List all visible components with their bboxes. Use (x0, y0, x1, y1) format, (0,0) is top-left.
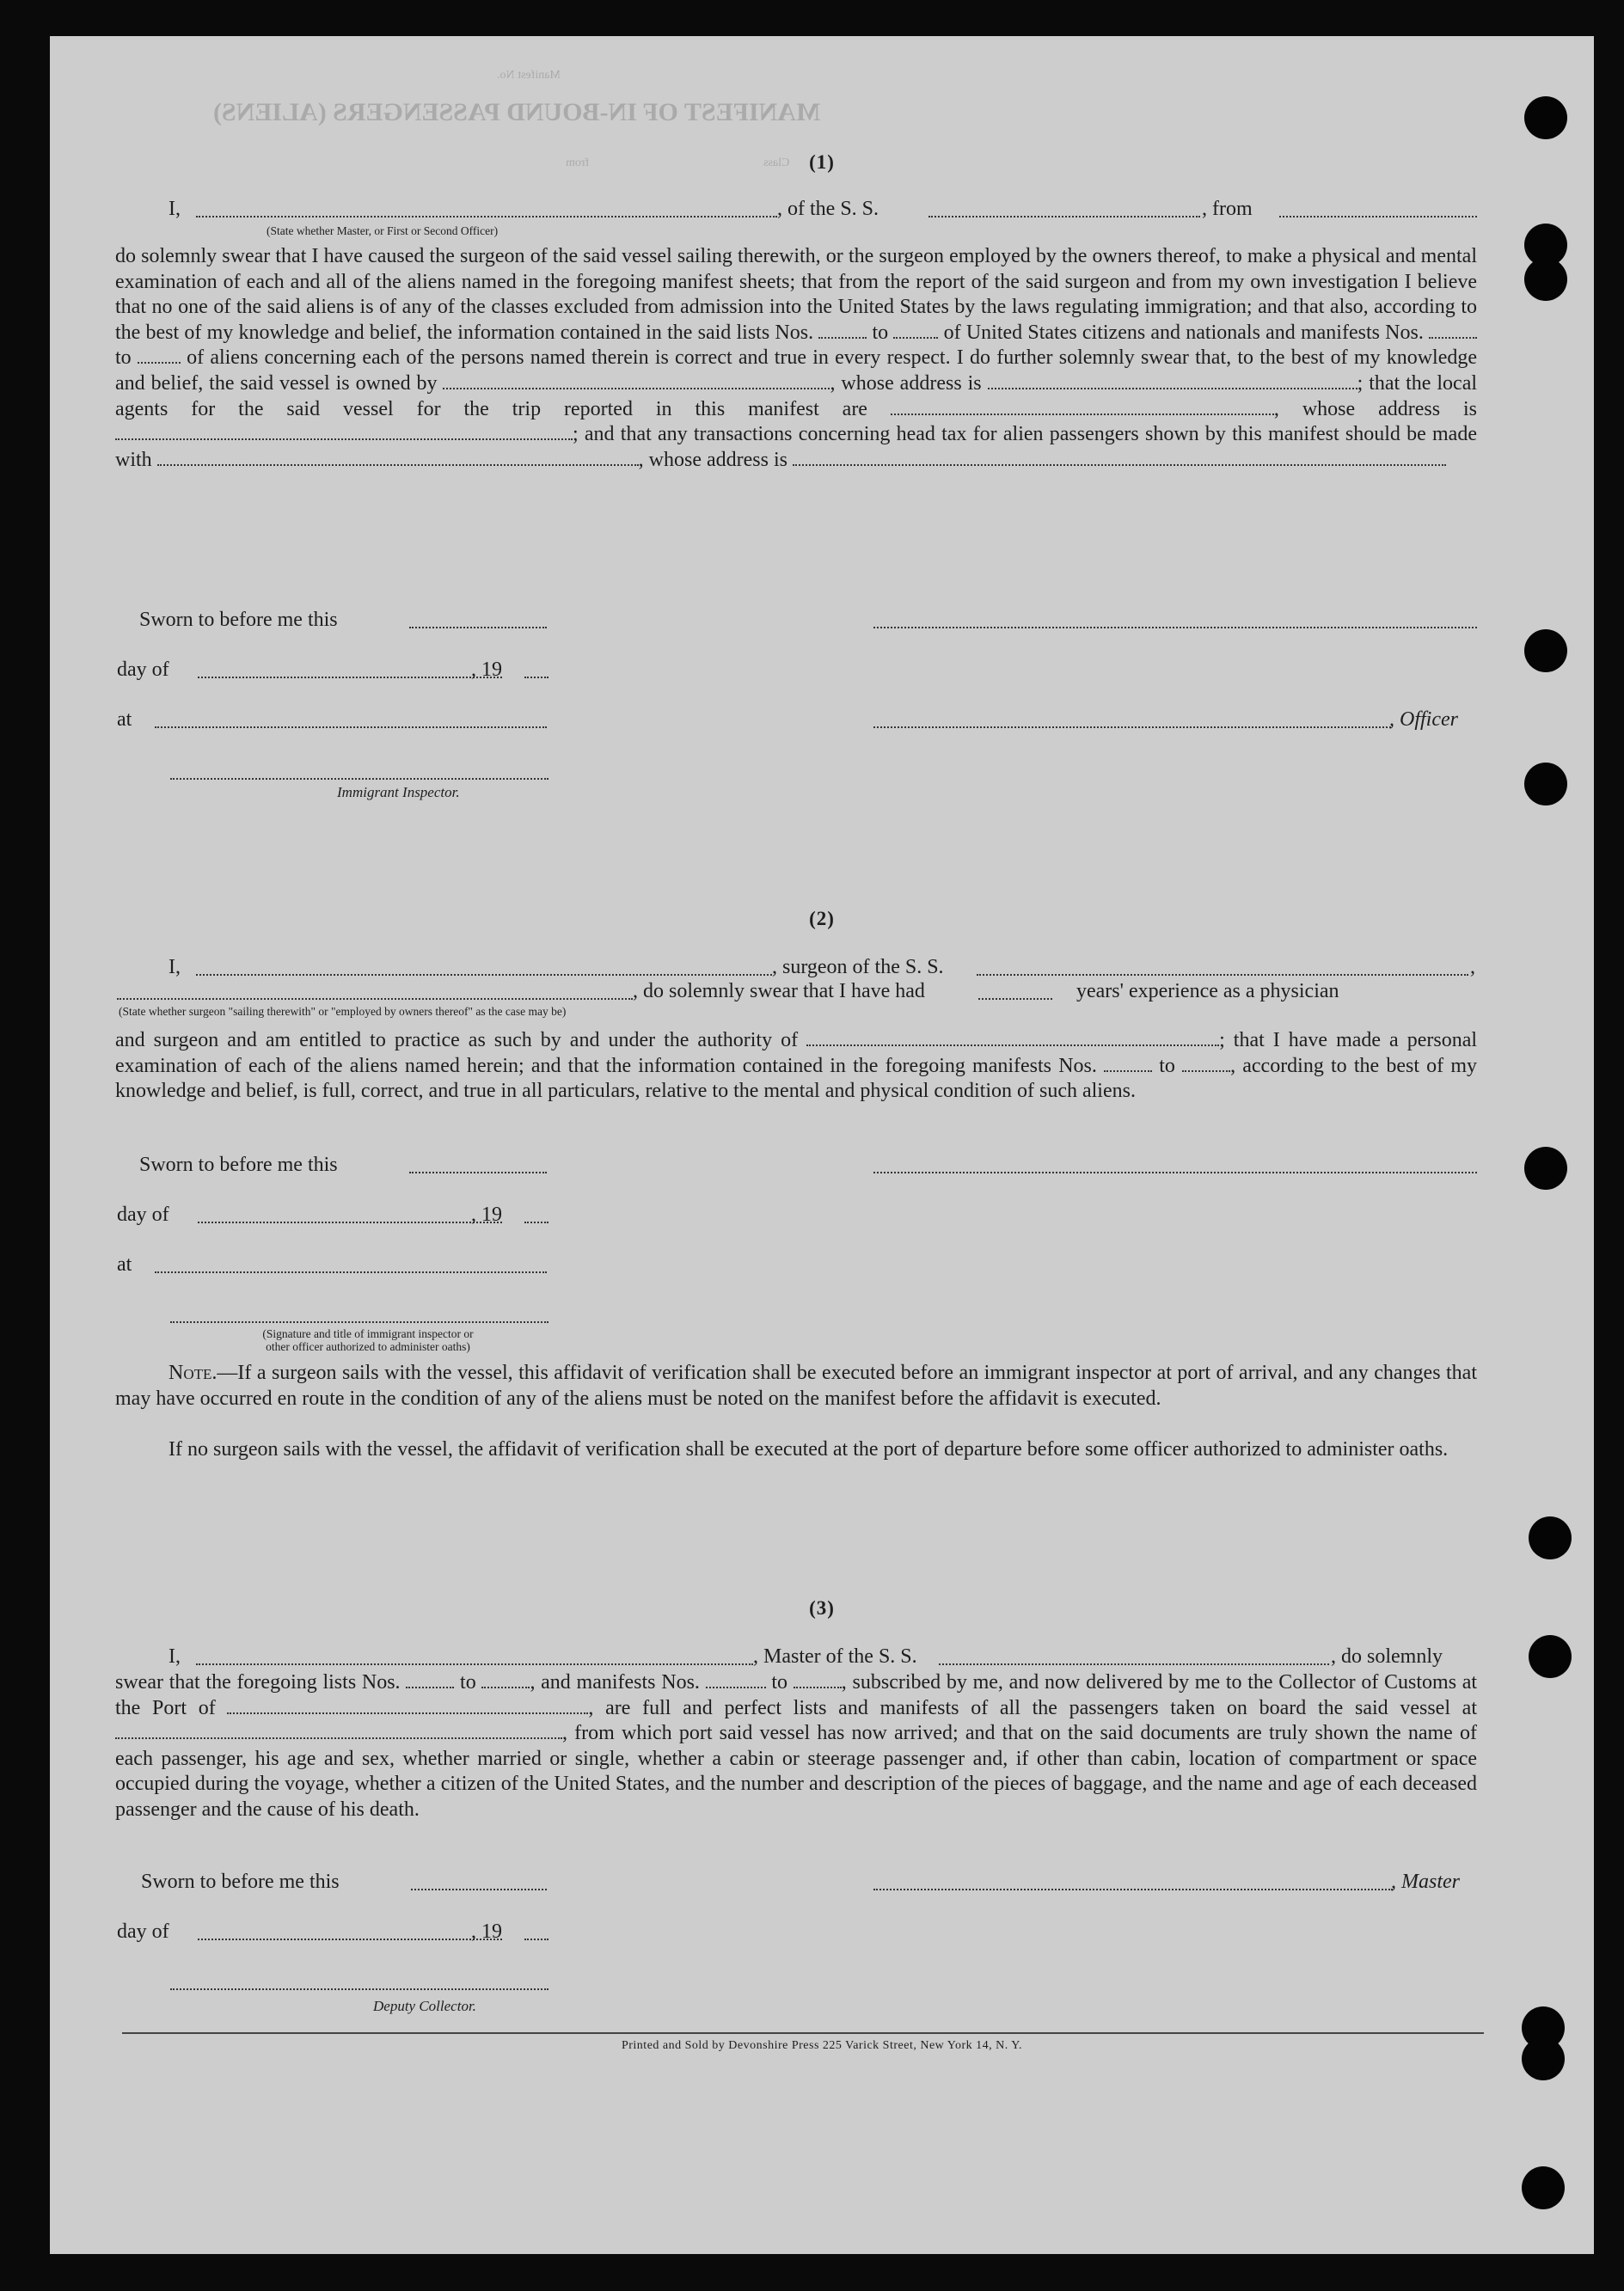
day-of-label: day of (117, 1920, 169, 1943)
show-through-title: MANIFEST OF IN-BOUND PASSENGERS (ALIENS) (213, 98, 821, 126)
section-3-prefix: I, (169, 1645, 181, 1668)
officer-label: , Officer (1389, 708, 1458, 731)
sworn-label: Sworn to before me this (139, 609, 338, 631)
printer-footer: Printed and Sold by Devonshire Press 225 Varick Street, New York 14, N. Y. (621, 2039, 1023, 2052)
section-2-body: and surgeon and am entitled to practice as such by and under the authority of ; that I have made a personal examination of each of the aliens named herein; and that the information contained in the foregoing manifests Nos. to , according to the best of my knowledge and belief, is full, correct, and true in all particulars, relative to the mental and physical condition of such aliens. (115, 1029, 1478, 1103)
at-label: at (117, 1253, 132, 1276)
master-manifests-to-field[interactable] (794, 1686, 842, 1688)
sworn-date-field[interactable] (409, 1171, 547, 1173)
punch-hole (1524, 96, 1567, 139)
sworn-date-field[interactable] (409, 626, 547, 628)
agents-address-field[interactable] (115, 438, 573, 440)
punch-hole (1529, 1635, 1572, 1678)
document-sheet (50, 36, 1594, 2254)
note-paragraph: Note.—If a surgeon sails with the vessel, this affidavit of verification shall be executed before an immigrant inspector at port of arrival, and any changes that may have occurred en route in the condition of any of the aliens must be noted on the manifest before the affidavit is executed. (115, 1362, 1477, 1410)
surgeon-signature-line[interactable] (873, 1171, 1477, 1173)
section-2-number: (2) (809, 908, 835, 929)
section-1-number: (1) (809, 151, 835, 173)
surgeon-status-field[interactable] (117, 997, 633, 1000)
officer-signature-line[interactable] (873, 626, 1477, 628)
do-solemnly-label: , do solemnly (1331, 1645, 1443, 1668)
punch-hole (1524, 1147, 1567, 1190)
at-field[interactable] (155, 726, 547, 728)
note-paragraph-2: If no surgeon sails with the vessel, the affidavit of verification shall be executed at the port of departure before some officer authorized to administer oaths. (169, 1438, 1449, 1461)
lists-from-field[interactable] (818, 336, 867, 339)
from-label: , from (1202, 198, 1253, 220)
years-field[interactable] (978, 997, 1052, 1000)
surgeon-ss-label: , surgeon of the S. S. (772, 956, 944, 978)
prefix-text: I, (169, 198, 181, 220)
day-of-label: day of (117, 1204, 169, 1226)
authority-field[interactable] (806, 1044, 1219, 1046)
footer-rule (122, 2032, 1484, 2034)
at-field[interactable] (155, 1271, 547, 1273)
year-label: , 19 (471, 1920, 502, 1943)
surgeon-manifests-from-field[interactable] (1104, 1069, 1152, 1072)
ss-label: , of the S. S. (777, 198, 879, 220)
officer-title-line[interactable] (873, 726, 1391, 728)
master-name-field[interactable] (196, 1663, 753, 1665)
port-of-arrival-field[interactable] (227, 1712, 588, 1714)
show-through-class: Class (763, 156, 790, 169)
year-field[interactable] (524, 676, 548, 678)
years-experience-label: years' experience as a physician (1076, 980, 1339, 1002)
collector-signature-line[interactable] (170, 1988, 548, 1990)
from-port-field[interactable] (1279, 215, 1477, 217)
sworn-label: Sworn to before me this (141, 1871, 340, 1893)
day-of-label: day of (117, 659, 169, 681)
show-through-manifest-no: Manifest No. (497, 69, 561, 82)
sworn-date-field[interactable] (411, 1888, 547, 1890)
year-label: , 19 (471, 659, 502, 681)
punch-hole (1524, 258, 1567, 301)
year-label: , 19 (471, 1204, 502, 1226)
at-label: at (117, 708, 132, 731)
surgeon-caption: (State whether surgeon "sailing therewith" or "employed by owners thereof" as the case may be) (119, 1005, 567, 1018)
master-label: , Master (1391, 1871, 1460, 1893)
master-ss-label: , Master of the S. S. (753, 1645, 917, 1668)
punch-hole (1522, 2166, 1565, 2209)
master-manifests-from-field[interactable] (706, 1686, 766, 1688)
surgeon-name-field[interactable] (196, 973, 772, 976)
punch-hole (1529, 1516, 1572, 1559)
section-3-number: (3) (809, 1597, 835, 1619)
year-field[interactable] (524, 1938, 548, 1940)
section-3-body: swear that the foregoing lists Nos. to , and manifests Nos. to , subscribed by me, and now delivered by me to the Collector of Customs at the Port of , are full and perfect lists and manifests of all the passengers taken on board the said vessel at , from which port said vessel has now arrived; and that on the said documents are truly shown the name of each passenger, his age and sex, whether married or single, whether a cabin or steerage passenger and, if other than cabin, location of compartment or space occupied during the voyage, whether a citizen of the United States, and the number and description of the pieces of baggage, and the name and age of each deceased passenger and the cause of his death. (115, 1671, 1478, 1821)
note-lead: Note. (169, 1362, 218, 1384)
owner-address-field[interactable] (988, 387, 1357, 389)
master-lists-to-field[interactable] (481, 1686, 530, 1688)
lists-to-field[interactable] (893, 336, 938, 339)
section-2-prefix: I, (169, 956, 181, 978)
officer-caption: (State whether Master, or First or Second Officer) (267, 224, 499, 237)
vessel-name-field[interactable] (928, 215, 1200, 217)
show-through-from: from (566, 156, 590, 169)
surgeon-vessel-field[interactable] (977, 973, 1468, 976)
section-1-body: do solemnly swear that I have caused the surgeon of the said vessel sailing therewith, or the surgeon employed by the owners thereof, to make a physical and mental examination of each and all of the aliens named in the foregoing manifest sheets; that from the report of the said surgeon and from my own investigation I believe that no one of the said aliens is of any of the classes excluded from admission into the United States by the laws regulating immigration; and that also, according to the best of my knowledge and belief, the information contained in the said lists Nos. to of United States citizens and nationals and manifests Nos. to of aliens concerning each of the persons named therein is correct and true in every respect. I do further solemnly swear that, to the best of my knowledge and belief, the said vessel is owned by , whose address is ; that the local agents for the said vessel for the trip reported in this manifest are , whose address is ; and that any transactions concerning head tax for alien passengers shown by this manifest should be made with , whose address is (115, 245, 1478, 471)
day-of-field[interactable] (198, 1938, 502, 1940)
master-lists-from-field[interactable] (406, 1686, 454, 1688)
manifests-from-field[interactable] (1429, 336, 1477, 339)
head-tax-address-field[interactable] (793, 463, 1446, 466)
surgeon-manifests-to-field[interactable] (1182, 1069, 1230, 1072)
officer-name-field[interactable] (196, 215, 777, 217)
punch-hole (1524, 763, 1567, 806)
collector-label: Deputy Collector. (373, 1998, 476, 2014)
manifests-to-field[interactable] (138, 361, 181, 364)
inspector-signature-line[interactable] (170, 1320, 548, 1323)
comma: , (1470, 956, 1475, 978)
owner-field[interactable] (443, 387, 830, 389)
punch-hole (1524, 629, 1567, 672)
day-of-field[interactable] (198, 1221, 502, 1223)
day-of-field[interactable] (198, 676, 502, 678)
head-tax-field[interactable] (157, 463, 639, 466)
master-signature-line[interactable] (873, 1888, 1393, 1890)
inspector-signature-line[interactable] (170, 777, 548, 780)
master-vessel-field[interactable] (939, 1663, 1329, 1665)
port-of-departure-field[interactable] (115, 1737, 562, 1739)
sworn-label: Sworn to before me this (139, 1154, 338, 1176)
year-field[interactable] (524, 1221, 548, 1223)
signature-caption: (Signature and title of immigrant inspector or other officer authorized to administer oaths) (262, 1327, 474, 1353)
solemnly-swear-label: , do solemnly swear that I have had (633, 980, 925, 1002)
local-agents-field[interactable] (891, 413, 1274, 415)
inspector-label: Immigrant Inspector. (337, 784, 460, 800)
